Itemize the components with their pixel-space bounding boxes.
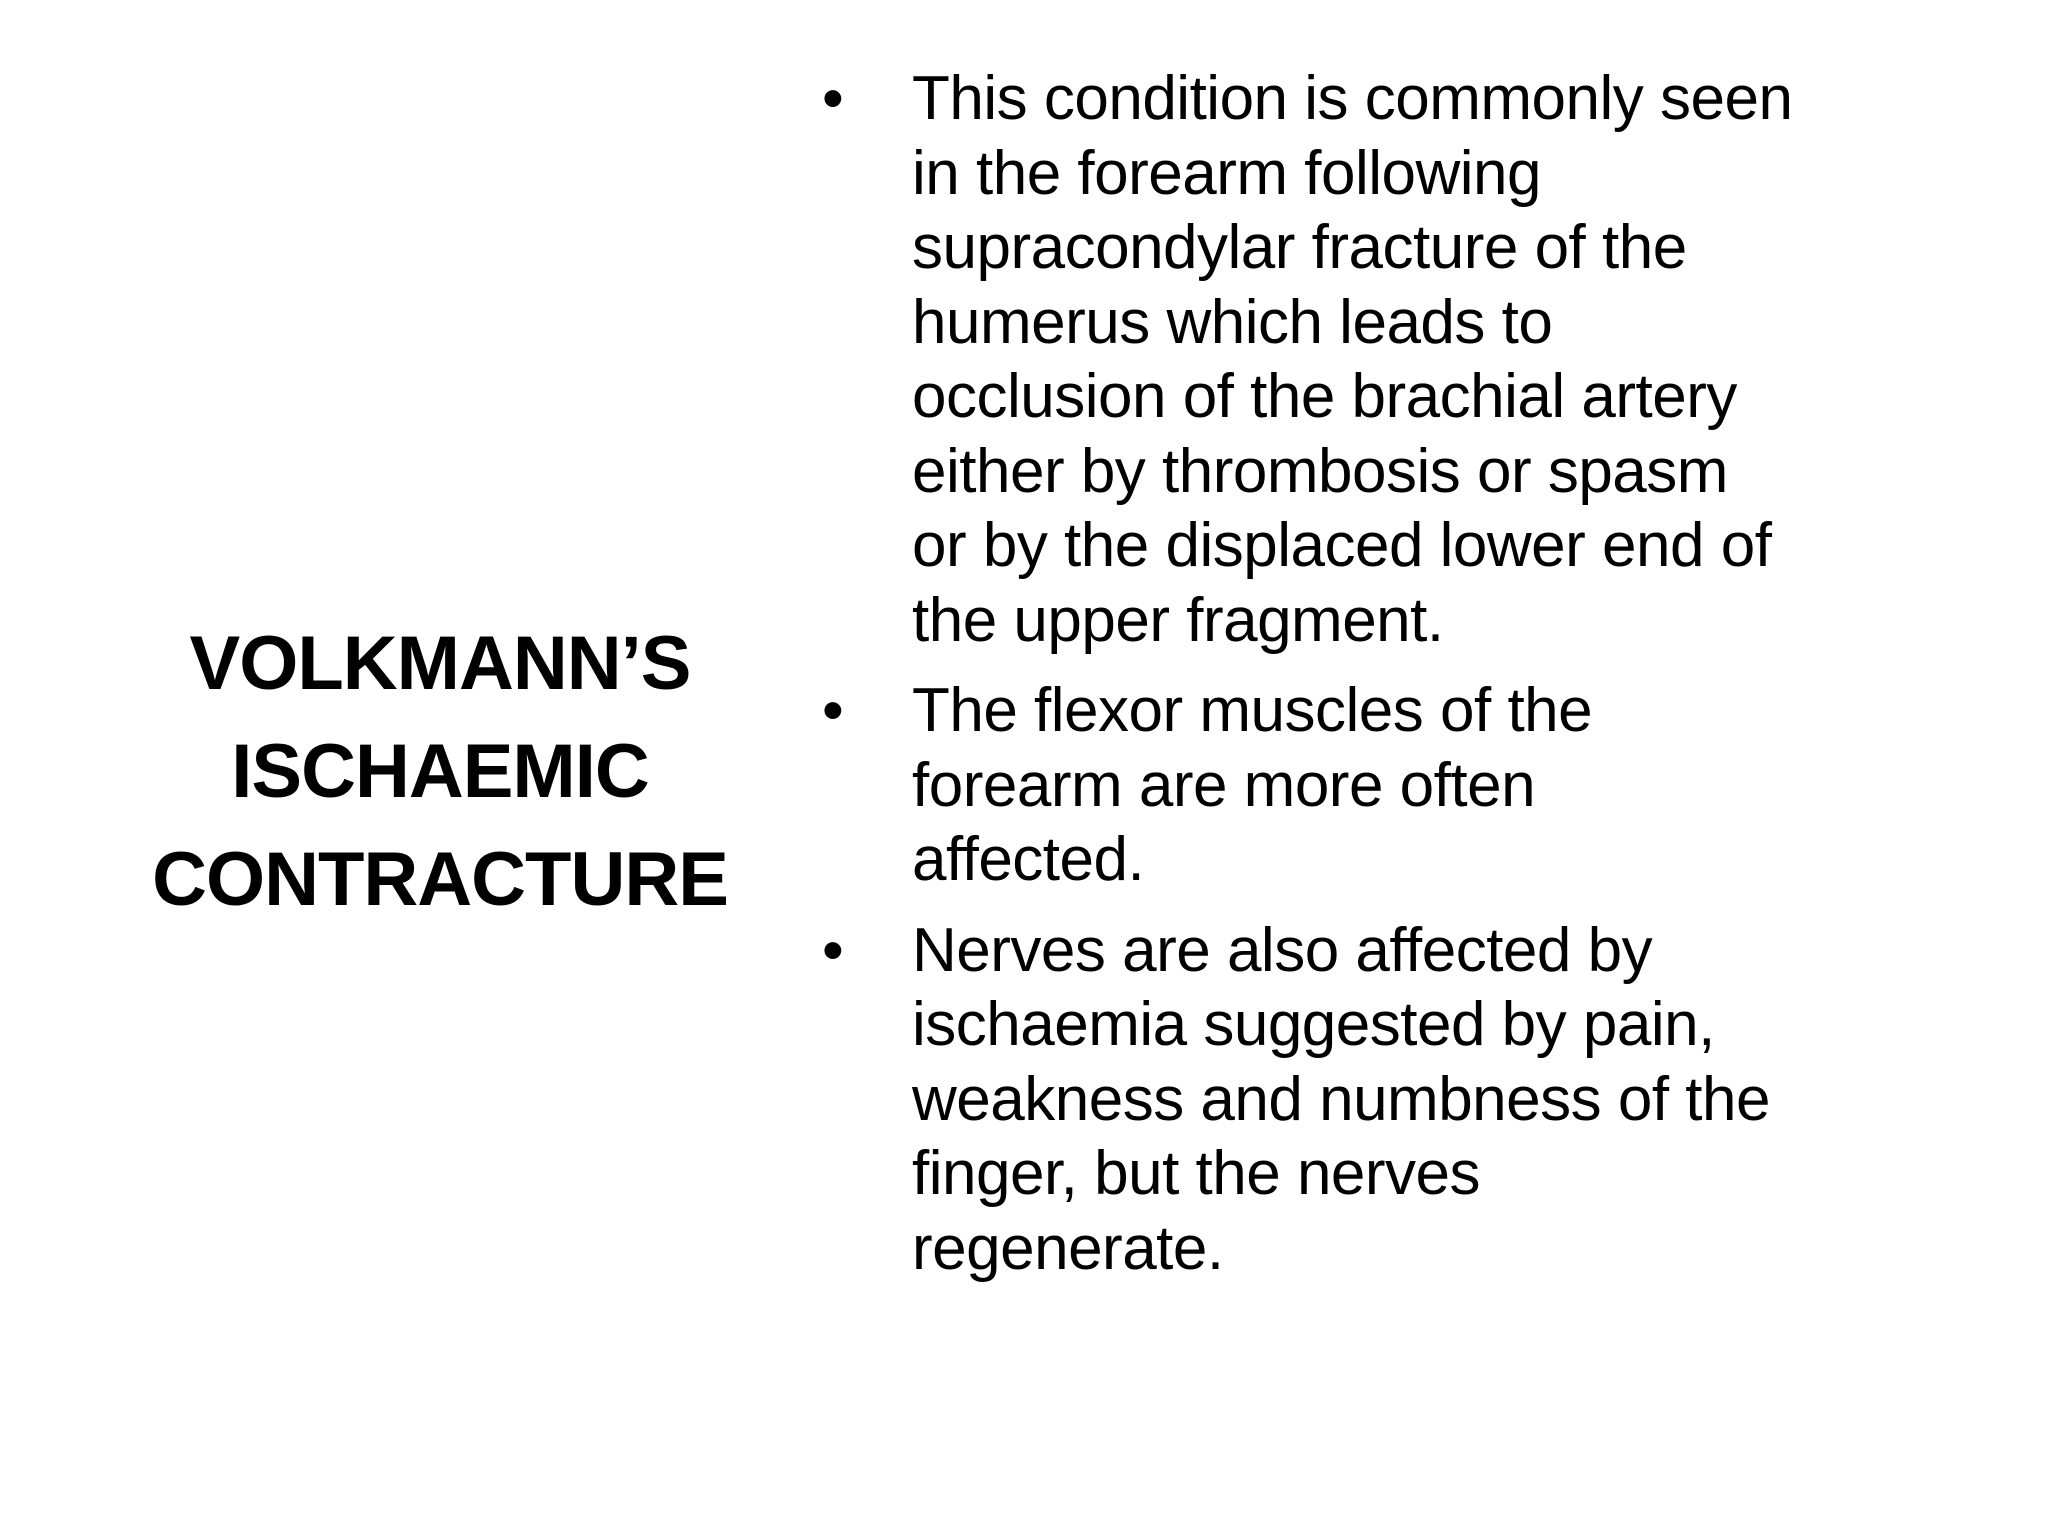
bullet-marker-icon: •: [822, 64, 844, 133]
bullet-item: [820, 914, 2000, 1287]
bullet-list: [820, 62, 2000, 1302]
slide-title: [120, 610, 760, 934]
title-line: VOLKMANN’S: [189, 621, 691, 706]
title-line: CONTRACTURE: [152, 837, 728, 922]
bullet-text-line: Nerves are also affected by: [912, 915, 1653, 985]
bullet-text-line: ischaemia suggested by pain,: [912, 990, 1715, 1059]
bullet-item: [820, 674, 2000, 898]
bullet-marker-icon: •: [822, 676, 844, 745]
bullet-text-line: the upper fragment.: [912, 585, 1444, 655]
bullet-text-line: forearm are more often: [912, 750, 1536, 820]
bullet-text-line: affected.: [912, 825, 1145, 894]
bullet-item: [820, 62, 2000, 658]
bullet-text-line: The flexor muscles of the: [912, 676, 1593, 745]
bullet-text-line: in the forearm following: [912, 138, 1541, 208]
bullet-text-line: occlusion of the brachial artery: [912, 362, 1737, 431]
bullet-text-line: This condition is commonly seen: [912, 64, 1793, 133]
bullet-text-line: or by the displaced lower end of: [912, 511, 1772, 580]
bullet-text-line: humerus which leads to: [912, 287, 1553, 357]
bullet-text-line: either by thrombosis or spasm: [912, 436, 1728, 506]
bullet-text-line: regenerate.: [912, 1213, 1224, 1283]
title-line: ISCHAEMIC: [231, 729, 649, 814]
bullet-text-line: supracondylar fracture of the: [912, 213, 1687, 282]
bullet-text-line: weakness and numbness of the: [912, 1064, 1770, 1134]
bullet-text-line: finger, but the nerves: [912, 1139, 1481, 1208]
bullet-marker-icon: •: [822, 915, 844, 985]
